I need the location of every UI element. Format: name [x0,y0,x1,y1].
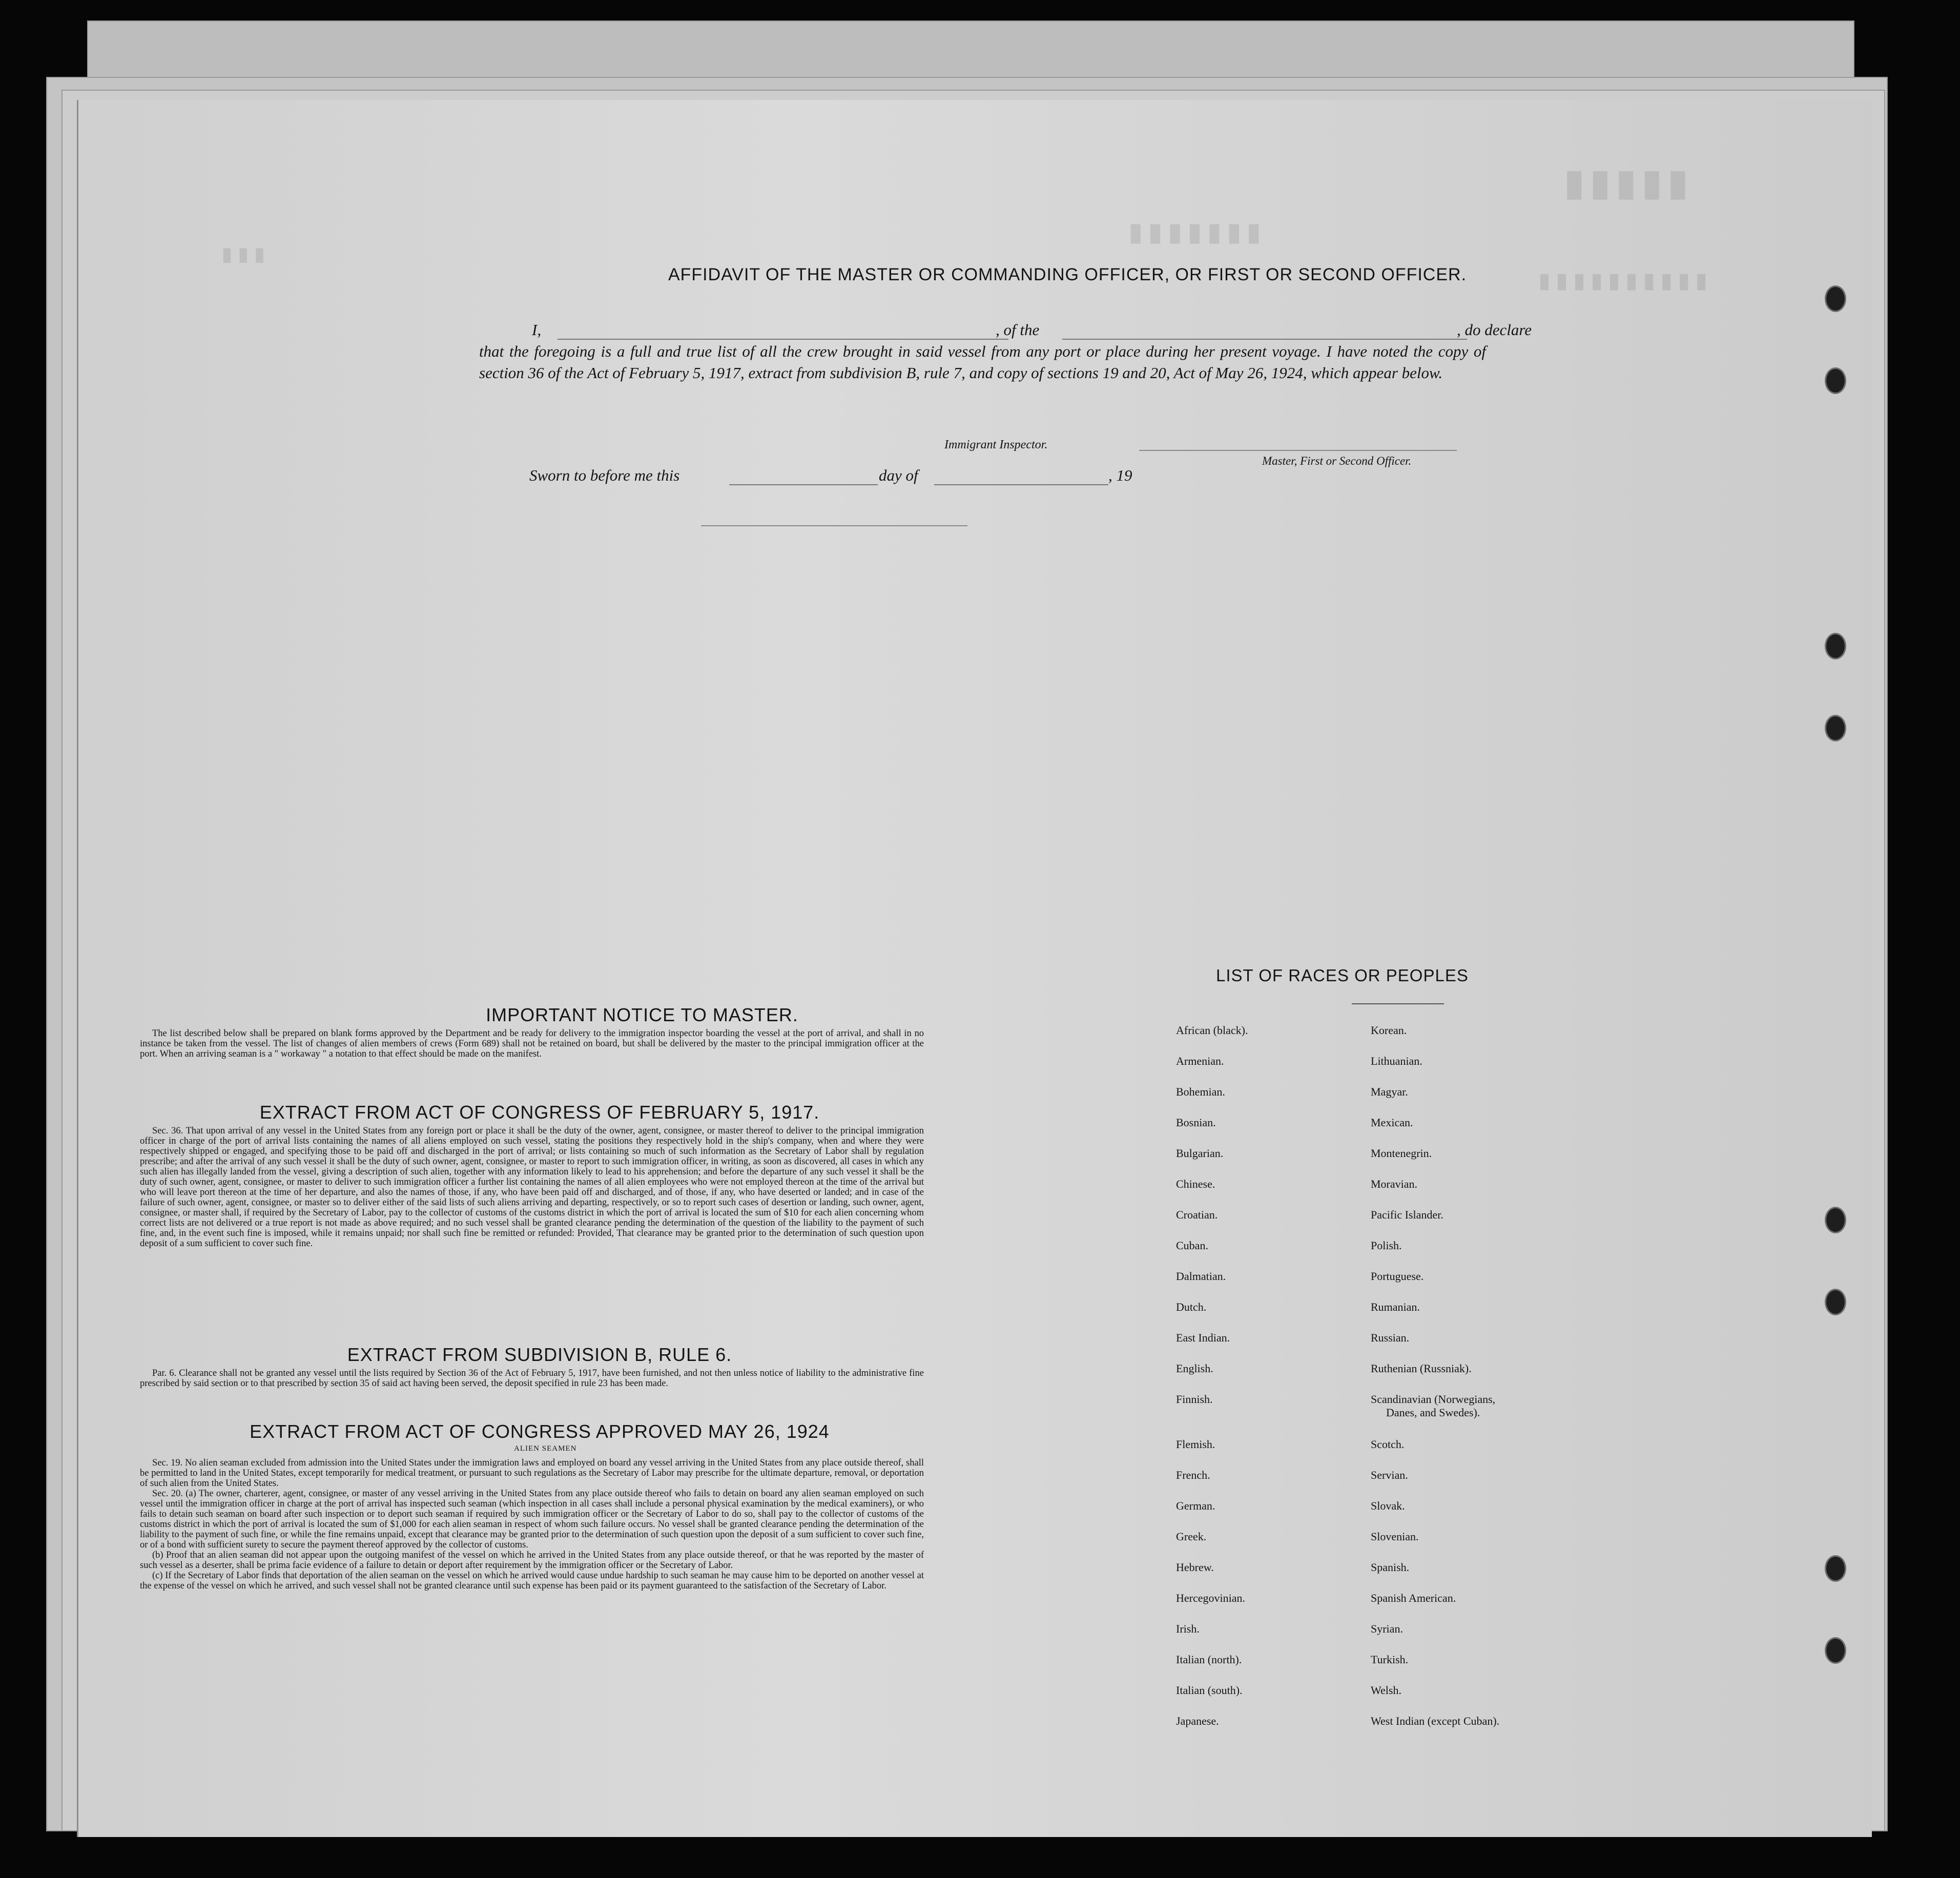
sec-20a-paragraph: Sec. 20. (a) The owner, charterer, agent, consignee, or master of any vessel arriving in the United States from any place outside thereof who fails to detain on board any alien seaman employed on such vessel until the immigration officer in charge at the port of arrival has inspected such seaman (which inspection in all cases shall include a personal physical examination by the medical examiners), or who fails to detain such seaman on board after such inspection or to deport such seaman if required by such immigration officer or the Secretary of Labor to do so, shall pay to the collector of customs of the customs district in which the port of arrival is located the sum of $1,000 for each alien seaman in respect of whom such failure occurs. No vessel shall be granted clearance pending the determination of the liability to the payment of such fine, or while the fine remains unpaid, except that clearance may be granted prior to the determination of such question upon the deposit of a sum sufficient to cover such fine, or of a bond with sufficient surety to secure the payment thereof approved by the collector of customs. [140,1489,924,1550]
race-item: Bohemian. [1176,1085,1225,1098]
sec-19-paragraph: Sec. 19. No alien seaman excluded from admission into the United States under the immigration laws and employed on board any vessel arriving in the United States from any place outside thereof, shall be permitted to land in the United States, except temporarily for medical treatment, or pursuant to such regulations as the Secretary of Labor may prescribe for the ultimate departure, removal, or deportation of such alien from the United States. [140,1458,924,1489]
race-item: Bulgarian. [1176,1147,1224,1160]
race-item: Syrian. [1371,1622,1403,1635]
inspector-label: Immigrant Inspector. [944,438,1048,451]
affidavit-title: AFFIDAVIT OF THE MASTER OR COMMANDING OFFICER, OR FIRST OR SECOND OFFICER. [668,265,1467,284]
document-page [77,100,1872,1837]
race-item: Finnish. [1176,1393,1213,1406]
race-item: Servian. [1371,1469,1408,1481]
sec-20c-paragraph: (c) If the Secretary of Labor finds that deportation of the alien seaman on the vessel on which he arrived would cause undue hardship to such seaman he may cause him to be deported on another vessel at the expense of the vessel on which he arrived, and such vessel shall not be granted clearance until such expense has been paid or its payment guaranteed to the satisfaction of the Secretary of Labor. [140,1571,924,1591]
race-item: Cuban. [1176,1239,1208,1252]
race-item: Mexican. [1371,1116,1413,1129]
race-item: Irish. [1176,1622,1200,1635]
extract-rule6-body: Par. 6. Clearance shall not be granted any vessel until the lists required by Section 36 of the Act of February 5, 1917, have been furnished, and not then unless notice of liability to the administrative fine prescribed by said section or to that prescribed by section 35 of said act having been served, the deposit specified in rule 23 has been made. [140,1368,924,1389]
inspector-signature-line [701,525,967,526]
race-item: Italian (south). [1176,1684,1243,1697]
extract-1924-body [140,1458,924,1591]
race-item: Pacific Islander. [1371,1208,1443,1221]
race-item: Greek. [1176,1530,1207,1543]
race-item: Japanese. [1176,1715,1219,1727]
race-item: Portuguese. [1371,1270,1424,1283]
race-item: Italian (north). [1176,1653,1242,1666]
bleed-through-mark: ▮▮▮▮▮▮▮ [1129,219,1267,246]
month-blank [934,484,1108,485]
signature-line [1139,450,1457,451]
race-item: Bosnian. [1176,1116,1216,1129]
declaration-body: that the foregoing is a full and true list of all the crew brought in said vessel from any port or place during her present voyage. I have noted the copy of section 36 of the Act of February 5, 1917, extract from subdivision B, rule 7, and copy of sections 19 and 20, Act of May 26, 1924, which appear below. [479,342,1486,382]
race-item: Montenegrin. [1371,1147,1432,1160]
sworn-year: , 19 [1108,466,1132,484]
race-item: German. [1176,1499,1215,1512]
race-item: Spanish American. [1371,1592,1456,1604]
binder-hole [1825,367,1846,394]
vessel-blank [1062,339,1467,340]
race-item: Dutch. [1176,1301,1207,1313]
race-item: Scotch. [1371,1438,1405,1451]
notice-body: The list described below shall be prepared on blank forms approved by the Department and be ready for delivery to the immigration inspector boarding the vessel at the port of arrival, and shall in no instance be taken from the vessel. The list of changes of alien members of crews (Form 689) shall not be retained on board, but shall be delivered by the master to the principal immigration officer at the port. When an arriving seaman is a " workaway " a notation to that effect should be made on the manifest. [140,1028,924,1059]
race-item: Dalmatian. [1176,1270,1226,1283]
race-item: Scandinavian (Norwegians, [1371,1393,1496,1406]
bleed-through-mark: ▮▮▮▮▮▮▮▮▮▮ [1539,270,1714,292]
binder-hole [1825,1207,1846,1233]
race-item: Rumanian. [1371,1301,1420,1313]
declaration-of-the: , of the [996,321,1040,339]
bleed-through-mark: ▮▮▮▮▮ [1564,162,1694,202]
name-blank [558,339,1008,340]
day-blank [729,484,878,485]
signature-label: Master, First or Second Officer. [1262,455,1412,467]
bleed-through-mark: ▮▮▮ [222,243,271,264]
race-item: Chinese. [1176,1178,1215,1190]
race-item: Croatian. [1176,1208,1218,1221]
race-item: Armenian. [1176,1055,1224,1067]
race-item: English. [1176,1362,1213,1375]
extract-1917-title: EXTRACT FROM ACT OF CONGRESS OF FEBRUARY 5, 1917. [259,1102,820,1123]
race-item: Korean. [1371,1024,1407,1037]
race-item: Danes, and Swedes). [1386,1406,1480,1419]
race-item: Lithuanian. [1371,1055,1422,1067]
race-item: Flemish. [1176,1438,1215,1451]
binder-hole [1825,285,1846,312]
race-item: Turkish. [1371,1653,1409,1666]
extract-rule6-title: EXTRACT FROM SUBDIVISION B, RULE 6. [347,1344,732,1365]
race-item: Slovenian. [1371,1530,1419,1543]
sec-20b-paragraph: (b) Proof that an alien seaman did not appear upon the outgoing manifest of the vessel on which he arrived in the United States from any place outside thereof, or that he was reported by the master of such vessel as a deserter, shall be prima facie evidence of a failure to detain or deport after requirement by the immigration officer or the Secretary of Labor. [140,1550,924,1571]
race-item: West Indian (except Cuban). [1371,1715,1500,1727]
extract-1924-subtitle: ALIEN SEAMEN [514,1444,577,1453]
races-title: LIST OF RACES OR PEOPLES [1216,966,1469,985]
binder-hole [1825,1637,1846,1664]
binder-hole [1825,715,1846,741]
race-item: Russian. [1371,1331,1410,1344]
race-item: Magyar. [1371,1085,1408,1098]
race-item: Slovak. [1371,1499,1405,1512]
race-item: Ruthenian (Russniak). [1371,1362,1472,1375]
sworn-prefix: Sworn to before me this [529,466,680,484]
race-item: Spanish. [1371,1561,1410,1574]
race-item: French. [1176,1469,1210,1481]
race-item: East Indian. [1176,1331,1230,1344]
extract-1924-title: EXTRACT FROM ACT OF CONGRESS APPROVED MAY 26, 1924 [250,1421,830,1442]
binder-hole [1825,633,1846,659]
race-item: Moravian. [1371,1178,1418,1190]
declaration-i: I, [532,321,542,339]
race-item: Polish. [1371,1239,1402,1252]
race-item: Hebrew. [1176,1561,1214,1574]
race-item: African (black). [1176,1024,1248,1037]
extract-1917-body: Sec. 36. That upon arrival of any vessel in the United States from any foreign port or place it shall be the duty of the owner, agent, consignee, or master thereof to deliver to the principal immigration officer in charge of the port of arrival lists containing the names of all aliens employed on such vessel, stating the positions they respectively hold in the ship's company, when and where they were respectively shipped or engaged, and specifying those to be paid off and discharged in the port of arrival; or lists containing so much of such information as the Secretary of Labor shall by regulation prescribe; and after the arrival of any such vessel it shall be the duty of such owner, agent, consignee, or master to report to such immigration officer, in writing, as soon as discovered, all cases in which any such alien has illegally landed from the vessel, giving a description of such alien, together with any information likely to lead to his apprehension; and before the departure of any such vessel it shall be the duty of such owner, agent, consignee, or master to deliver to such immigration officer a further list containing the names of all alien employees who were not employed thereon at the time of the arrival but who will leave port thereon at the time of her departure, and also the names of those, if any, who have been paid off and discharged, and of those, if any, who have deserted or landed; and in case of the failure of such owner, agent, consignee, or master so to deliver either of the said lists of such aliens arriving and departing, respectively, or so to report such cases of desertion or landing, such owner, agent, consignee, or master shall, if required by the Secretary of Labor, pay to the collector of customs of the customs district in which the port of arrival is located the sum of $10 for each alien concerning whom correct lists are not delivered or a true report is not made as above required; and no such vessel shall be granted clearance pending the determination of the question of the liability to the payment of such fine, and, in the event such fine is imposed, while it remains unpaid; nor shall such fine be remitted or refunded: Provided, That clearance may be granted prior to the determination of such question upon deposit of a sum sufficient to cover such fine. [140,1126,924,1249]
notice-title: IMPORTANT NOTICE TO MASTER. [486,1004,798,1025]
races-title-underline [1352,1003,1444,1004]
race-item: Welsh. [1371,1684,1401,1697]
race-item: Hercegovinian. [1176,1592,1245,1604]
binder-hole [1825,1555,1846,1582]
declaration-do-declare: , do declare [1457,321,1532,339]
binder-hole [1825,1289,1846,1315]
sworn-day-of: day of [879,466,918,484]
